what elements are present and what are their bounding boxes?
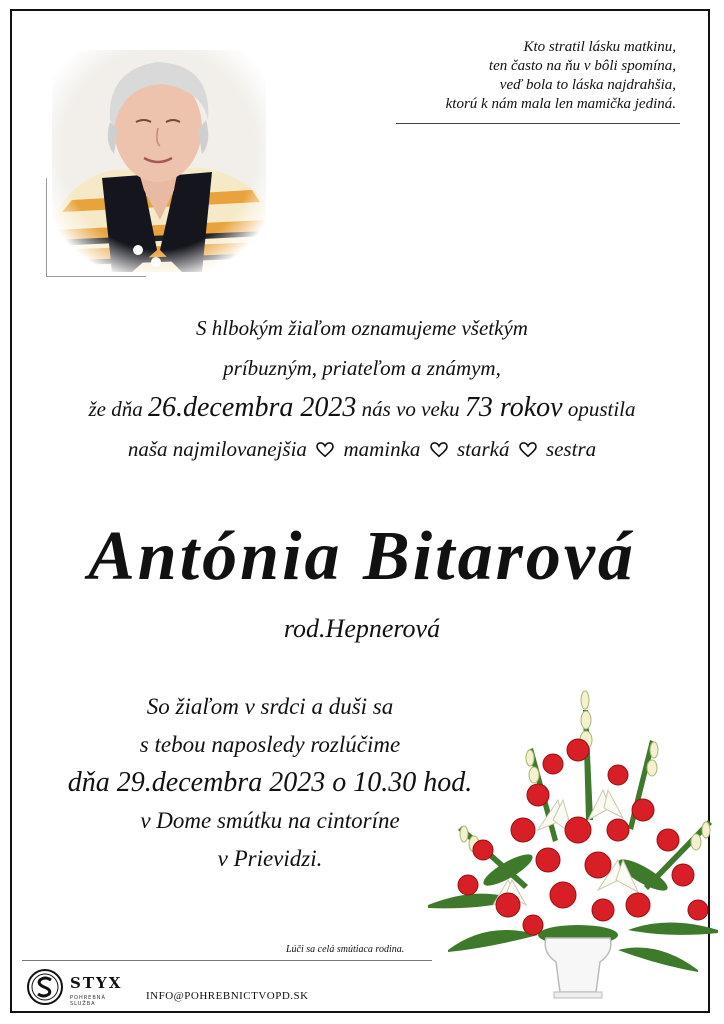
contact-email[interactable]: INFO@POHREBNICTVOPD.SK bbox=[146, 990, 309, 1002]
heart-outline-icon bbox=[519, 442, 537, 458]
maiden-name: rod.Hepnerová bbox=[283, 614, 441, 643]
text-fragment: že dňa bbox=[88, 397, 143, 421]
photo-corner-line bbox=[46, 178, 47, 276]
poem-line: Kto stratil lásku matkinu, bbox=[523, 39, 676, 55]
announcement-line bbox=[0, 388, 724, 429]
text-fragment: dňa bbox=[67, 767, 110, 798]
poem-line: veď bola to láska najdrahšia, bbox=[499, 77, 676, 93]
text-fragment: naša najmilovanejšia bbox=[127, 437, 307, 461]
heart-outline-icon bbox=[430, 442, 448, 458]
logo-name: STYX bbox=[70, 974, 123, 992]
footer-divider bbox=[22, 960, 432, 961]
farewell-line: So žiaľom v srdci a duši sa bbox=[146, 694, 394, 719]
logo-subtitle: POHREBNÁ SLUŽBA bbox=[70, 995, 106, 1007]
age: 73 rokov bbox=[464, 392, 563, 423]
farewell-line: v Dome smútku na cintoríne bbox=[140, 808, 400, 833]
announcement bbox=[0, 308, 724, 469]
poem-underline bbox=[396, 123, 680, 124]
bouquet-image bbox=[428, 680, 718, 1002]
poem-line: ten často na ňu v bôli spomína, bbox=[488, 58, 676, 74]
text-fragment: nás vo veku bbox=[361, 397, 460, 421]
poem bbox=[346, 38, 676, 114]
announcement-line: S hlbokým žiaľom oznamujeme všetkým bbox=[196, 316, 528, 340]
farewell-line: s tebou naposledy rozlúčime bbox=[139, 732, 401, 757]
heart-outline-icon bbox=[316, 442, 334, 458]
text-fragment: opustila bbox=[567, 397, 636, 421]
date-of-death: 26.decembra 2023 bbox=[147, 392, 357, 423]
portrait-photo bbox=[52, 50, 266, 272]
photo-corner-line bbox=[46, 276, 146, 277]
funeral-datetime: 29.decembra 2023 o 10.30 hod. bbox=[116, 767, 473, 798]
role-label: sestra bbox=[545, 437, 597, 461]
announcement-line bbox=[0, 429, 724, 469]
styx-logo-icon bbox=[26, 968, 64, 1006]
role-label: starká bbox=[456, 437, 510, 461]
role-label: maminka bbox=[343, 437, 421, 461]
deceased-name: Antónia Bitarová bbox=[88, 518, 636, 595]
poem-line: ktorú k nám mala len mamička jediná. bbox=[445, 96, 676, 112]
farewell-line: v Prievidzi. bbox=[217, 846, 323, 871]
announcement-line: príbuzným, priateľom a známym, bbox=[223, 356, 501, 380]
family-signoff: Lúči sa celá smútiaca rodina. bbox=[286, 944, 405, 955]
funeral-service-logo bbox=[26, 968, 124, 1006]
